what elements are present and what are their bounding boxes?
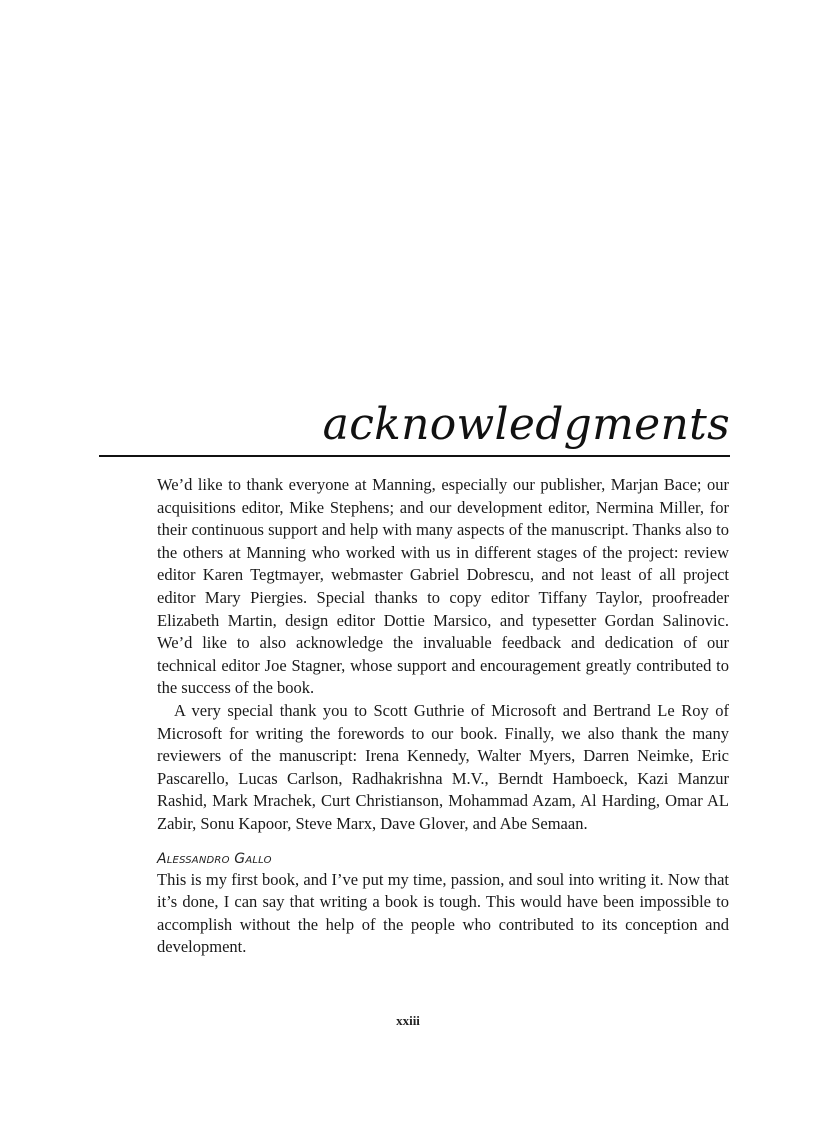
title-rule bbox=[99, 455, 730, 457]
paragraph-2: A very special thank you to Scott Guthrie of Microsoft and Bertrand Le Roy of Microsoft for writing the forewords to our book. Finally, we also thank the many reviewers of the manuscript: Irena Kennedy, Walter Myers, Darren Neimke, Eric Pascarello, Lucas Carlson, Radhakrishna M.V., Berndt Hamboeck, Kazi Manzur Rashid, Mark Mrachek, Curt Christianson, Mohammad Azam, Al Harding, Omar AL Zabir, Sonu Kapoor, Steve Marx, Dave Glover, and Abe Semaan. bbox=[157, 700, 729, 833]
author-paragraph: This is my first book, and I’ve put my time, passion, and soul into writing it. Now that it’s done, I can say that writing a book is tough. This would have been impossible to accomplish without the help of the people who contributed to its conception and development. bbox=[157, 869, 729, 957]
author-heading: Alessandro Gallo bbox=[157, 850, 272, 867]
paragraph-1: We’d like to thank everyone at Manning, especially our publisher, Marjan Bace; our acquisitions editor, Mike Stephens; and our development editor, Nermina Miller, for their continuous support and help with many aspects of the manuscript. Thanks also to the others at Manning who worked with us in different stages of the project: review editor Karen Tegtmayer, webmaster Gabriel Dobrescu, and not least of all project editor Mary Piergies. Special thanks to copy editor Tiffany Taylor, proofreader Elizabeth Martin, design editor Dottie Marsico, and typesetter Gordan Salinovic. We’d like to also acknowledge the invaluable feedback and dedication of our technical editor Joe Stagner, whose support and encouragement greatly contributed to the success of the book. bbox=[157, 475, 729, 698]
body-text bbox=[157, 474, 729, 959]
chapter-title: acknowledgments bbox=[322, 399, 730, 450]
page-number: xxiii bbox=[396, 1013, 420, 1028]
